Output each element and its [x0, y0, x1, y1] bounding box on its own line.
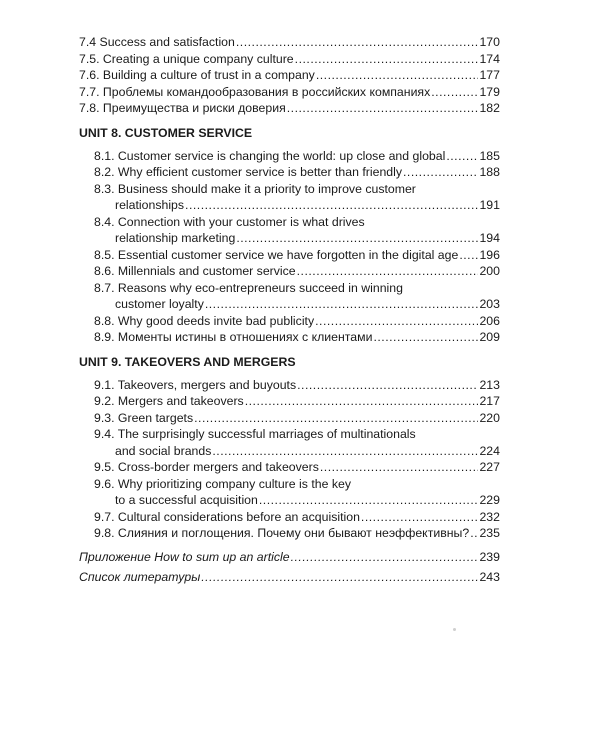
toc-entry-row	[94, 164, 500, 181]
toc-entry-row	[94, 410, 500, 427]
page-number: 188	[479, 165, 500, 179]
toc-entry-title: 9.5. Cross-border mergers and takeovers	[94, 460, 319, 474]
toc-entry[interactable]	[79, 410, 500, 427]
toc-entry-title: 7.5. Creating a unique company culture	[79, 51, 294, 66]
toc-entry-row	[94, 329, 500, 346]
page-number: 196	[479, 247, 500, 262]
toc-entry-title: relationships	[115, 198, 185, 212]
toc-entry-title: 7.6. Building a culture of trust in a company	[79, 68, 315, 82]
toc-entry[interactable]	[79, 280, 500, 313]
toc-entry-row	[79, 100, 500, 117]
toc-entry[interactable]	[79, 164, 500, 181]
page-number: 206	[479, 313, 500, 328]
page-number: 191	[479, 198, 500, 212]
toc-entry-title: 8.7. Reasons why eco-entrepreneurs succeed in winning	[94, 280, 403, 295]
page-number: 179	[479, 84, 500, 99]
dot-leader	[185, 197, 478, 214]
dot-leader	[373, 329, 478, 346]
dot-leader	[431, 84, 478, 101]
toc-entry-row	[79, 34, 500, 51]
dot-leader	[297, 263, 479, 280]
toc-section	[79, 354, 500, 542]
toc-entry-row	[94, 393, 500, 410]
dot-leader	[245, 393, 479, 410]
toc-entry-row	[94, 525, 500, 542]
toc-entry-title: 9.1. Takeovers, mergers and buyouts	[94, 377, 297, 392]
toc-entry-row	[94, 296, 500, 313]
toc-entry-title: 7.4 Success and satisfaction	[79, 35, 235, 49]
toc-entry-title: 8.1. Customer service is changing the world: up close and global	[94, 148, 446, 163]
dot-leader	[287, 100, 479, 117]
toc-entry[interactable]	[79, 509, 500, 526]
toc-entry-row	[94, 443, 500, 460]
toc-entry-row	[79, 84, 500, 101]
scan-speck	[453, 628, 456, 631]
page-number: 220	[479, 410, 500, 425]
toc-entry[interactable]	[79, 247, 500, 264]
toc-entry[interactable]	[79, 100, 500, 117]
toc-entry[interactable]	[79, 549, 500, 566]
appendix-section	[79, 549, 500, 586]
toc-entry-row	[94, 263, 500, 280]
toc-entry-title: customer loyalty	[115, 297, 204, 311]
toc-entry-title: 9.8. Слияния и поглощения. Почему они бывают неэффективны?	[94, 526, 470, 540]
dot-leader	[470, 525, 478, 542]
page-number: 235	[479, 526, 500, 540]
toc-entry-title: 8.9. Моменты истины в отношениях с клиентами	[94, 330, 373, 344]
dot-leader	[316, 67, 479, 84]
page-number: 243	[479, 570, 500, 584]
toc-entry-title: 8.2. Why efficient customer service is better than friendly	[94, 165, 403, 179]
dot-leader	[291, 549, 479, 566]
toc-section	[79, 125, 500, 346]
toc-entry-row	[79, 569, 500, 586]
toc-entry[interactable]	[79, 148, 500, 165]
dot-leader	[259, 492, 479, 509]
toc-entry-title: 7.7. Проблемы командообразования в российских компаниях	[79, 84, 431, 99]
toc-entry-title: 8.3. Business should make it a priority to improve customer	[94, 181, 416, 196]
toc-entry[interactable]	[79, 426, 500, 459]
toc-entry-row	[94, 377, 500, 394]
page-number: 185	[479, 148, 500, 163]
page-number: 224	[479, 443, 500, 458]
dot-leader	[295, 51, 479, 68]
page-number: 203	[479, 297, 500, 311]
unit-heading: UNIT 8. CUSTOMER SERVICE	[79, 125, 253, 140]
toc-entry-row	[94, 148, 500, 165]
toc-entry[interactable]	[79, 377, 500, 394]
toc-entry-title: 8.4. Connection with your customer is what drives	[94, 214, 365, 229]
toc-entry-row	[94, 230, 500, 247]
toc-entry-title: 7.8. Преимущества и риски доверия	[79, 101, 286, 115]
dot-leader	[320, 459, 479, 476]
toc-entry[interactable]	[79, 181, 500, 214]
dot-leader	[194, 410, 478, 427]
toc-entry-row	[94, 492, 500, 509]
dot-leader	[236, 230, 478, 247]
toc-entry-title: 8.5. Essential customer service we have forgotten in the digital age	[94, 247, 459, 262]
toc-section	[79, 34, 500, 117]
toc-entry-title: 9.7. Cultural considerations before an acquisition	[94, 509, 360, 524]
dot-leader	[403, 164, 478, 181]
toc-entry-row	[94, 509, 500, 526]
toc-entry-title: Список литературы	[79, 570, 201, 584]
toc-entry[interactable]	[79, 525, 500, 542]
dot-leader	[446, 148, 478, 165]
page-number: 170	[479, 35, 500, 49]
toc-entry-title: 9.6. Why prioritizing company culture is the key	[94, 476, 351, 491]
dot-leader	[361, 509, 479, 526]
table-of-contents	[79, 34, 500, 586]
page-number: 232	[479, 509, 500, 524]
toc-entry-title: 9.4. The surprisingly successful marriages of multinationals	[94, 427, 416, 441]
toc-entry-row	[94, 247, 500, 264]
page-number: 213	[479, 377, 500, 392]
toc-entry-title: to a successful acquisition	[115, 493, 258, 507]
dot-leader	[459, 247, 478, 264]
toc-entry-row	[94, 313, 500, 330]
toc-entry-row	[79, 67, 500, 84]
toc-entry-row	[79, 51, 500, 68]
spacer	[79, 542, 500, 549]
page-number: 194	[479, 231, 500, 245]
page-number: 200	[479, 264, 500, 278]
toc-entry-title: 9.3. Green targets	[94, 410, 194, 425]
dot-leader	[212, 443, 478, 460]
dot-leader	[315, 313, 478, 330]
toc-entry[interactable]	[79, 84, 500, 101]
toc-entry[interactable]	[79, 329, 500, 346]
toc-entry[interactable]	[79, 393, 500, 410]
toc-entry-row	[79, 549, 500, 566]
unit-heading: UNIT 9. TAKEOVERS AND MERGERS	[79, 354, 296, 369]
toc-entry[interactable]	[79, 67, 500, 84]
toc-entry[interactable]	[79, 214, 500, 247]
page-number: 239	[479, 549, 500, 564]
toc-entry[interactable]	[79, 34, 500, 51]
page-number: 227	[479, 460, 500, 474]
toc-entry-title: relationship marketing	[115, 231, 236, 245]
page-number: 217	[479, 394, 500, 408]
dot-leader	[236, 34, 479, 51]
toc-entry[interactable]	[79, 569, 500, 586]
page-number: 229	[479, 493, 500, 507]
toc-entry[interactable]	[79, 459, 500, 476]
toc-entry-title: 8.6. Millennials and customer service	[94, 264, 296, 278]
toc-entry-title: and social brands	[115, 443, 212, 458]
toc-entry[interactable]	[79, 476, 500, 509]
page-number: 209	[479, 330, 500, 344]
toc-entry[interactable]	[79, 313, 500, 330]
toc-entry-title: 9.2. Mergers and takeovers	[94, 394, 244, 408]
dot-leader	[205, 296, 479, 313]
toc-entry-title: 8.8. Why good deeds invite bad publicity	[94, 313, 315, 328]
toc-entry-row	[94, 459, 500, 476]
toc-entry-title: Приложение How to sum up an article	[79, 549, 290, 564]
page-number: 182	[479, 101, 500, 115]
page-number: 174	[479, 51, 500, 66]
page-number: 177	[479, 68, 500, 82]
dot-leader	[201, 569, 478, 586]
toc-entry[interactable]	[79, 51, 500, 68]
dot-leader	[297, 377, 478, 394]
toc-entry[interactable]	[79, 263, 500, 280]
toc-entry-row	[94, 197, 500, 214]
